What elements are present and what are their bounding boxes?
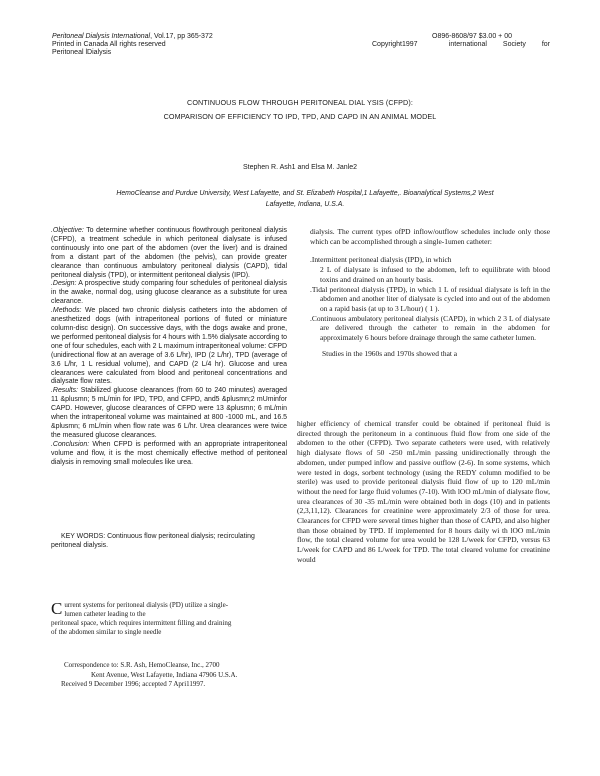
- keywords: KEY WORDS: Continuous flow peritoneal dialysis; recirculating peritoneal dialysis.: [51, 533, 255, 549]
- article-title: [50, 96, 550, 124]
- printed-line: Printed in Canada All rights reserved: [52, 41, 166, 48]
- received-line: Received 9 December 1996; accepted 7 Apri11997.: [61, 680, 206, 688]
- body-paragraph-1: dialysis. The current types ofPD inflow/outflow schedules include only those which can be accomplished through a single-1umen catheter:: [310, 227, 550, 246]
- running-header-right: [372, 33, 550, 49]
- correspondence: [51, 661, 301, 690]
- copyright-line: Copyright1997: [372, 41, 418, 48]
- affiliation-line-1: HemoCleanse and Purdue University, West Lafayette, and St. Elizabeth Hospital,1 Lafayette,. Bioanalytical Systems,2 West: [116, 190, 494, 197]
- list-item-ipd-body: 2 L of dialysate is infused to the abdomen, left to equilibrate with blood toxins and drained on an hourly basis.: [320, 265, 550, 284]
- intro-line-3: peritoneal space, which requires intermittent filling and draining: [51, 619, 232, 627]
- list-item-capd: .Continuous ambulatory peritoneal dialysis (CAPD), in which 2 3 L of dialysate are delivered through the catheter to remain in the abdomen for approximately 6 hours before drainage through the same catheter lumen.: [310, 313, 550, 343]
- author-list: Stephen R. Ash1 and Elsa M. Janle2: [242, 164, 358, 171]
- list-item-ipd-heading: .Intermittent peritoneal dialysis (IPD), in which: [310, 255, 452, 265]
- abstract-methods: .Methods: We placed two chronic dialysis catheters into the abdomen of anesthetized dogs (with intraperitoneal portions of fluted or miniature column-disc design). On successive days, with the dogs awake and prone, we performed peritoneal dialysis for 4 hours with 1.5% dialysate according to one of four schedules, each with 2 L maximum intraperitoneal volume: CFPD (unidirectional flow at an average of 3.6 L/hr), IPD (2 L/hr), TPD (average of 3.6 L/hr, 1 L residual volume), and CAPD (2 L/4 hr). Glucose and urea clearances were calculated from blood and peritoneal concentrations and dialysate flow rates.: [51, 307, 287, 386]
- affiliation-line-2: Lafayette, Indiana, U.S.A.: [265, 201, 345, 208]
- intro-line-2: lumen catheter leading to the: [64, 610, 146, 618]
- journal-ref: , Vol.17, pp 365-372: [150, 33, 213, 40]
- body-paragraph-2: [297, 419, 550, 565]
- drop-cap: C: [51, 599, 63, 618]
- body-paragraph-2-lead: Studies in the 1960s and 1970s showed that a: [322, 348, 458, 358]
- abstract-results: .Results: Stabilized glucose clearances (from 60 to 240 minutes) averaged 11 &plusmn; 5 mL/min for IPD, TPD, and CFPD, and5 &plusmn;2 mUminfor CAPD. However, glucose clearances of CFPD were 13 &plusmn; 6 mL/min when the intraperitoneal volume was maintained at 800 -1000 mL, and 16.5 &plusmn; 6 mL/min when flow rate was 6 L/hr. Urea clearances were twice the measured glucose clearances.: [51, 387, 287, 439]
- correspondence-line-1: Correspondence to: S.R. Ash, HemoCleanse, Inc., 2700: [64, 661, 220, 669]
- journal-name: Peritoneal Dialysis International: [52, 33, 151, 40]
- abstract: [51, 227, 287, 467]
- copyright-society: international Society for: [448, 41, 550, 48]
- society-line: Peritoneal lDialysis: [52, 49, 112, 56]
- body-paragraph-2-text: higher efficiency of chemical transfer could be obtained if peritoneal fluid is directed through the peritoneum in a continuous fluid flow from one side of the abdomen to the other (CFPD). Two separate catheters were used, with relatively high dialysate flows of 50 -250 mL/min passing unidirectionally through the abdomen, under pumped inflow and passive outflow (2-6). In some systems, which were tested in dogs, sorbent technology (using the REDY column modified to be sterile) was used to provide peritoneal dialysis fluid flow of up to 120 mL/min without the need for large fluid volumes (7-10). With lOO mL/min of dialysate flow, urea clearances of 30 -35 mL/min were obtained both in dogs (10) and in patients (2,3,11,12). Clearances for creatinine were approximately 2/3 of those for urea. Clearances for CFPD were several times higher than those of CAPD, and also higher than those obtained by TPD. If implemented for 8 hours daily wi th lOO mL/min flow, the total cleared volume for urea would be 128 L/week for CFPD, versus 63 L/week for CAPD and 86 L/week for TPD. The total cleared volume for creatinine would: [297, 419, 550, 564]
- abstract-conclusion: .Conclusion: When CFPD is performed with an appropriate intraperitoneal volume and flow, it is the most chemically effective method of peritoneal dialysis in removing small molecules like urea.: [51, 440, 287, 466]
- title-line-2: COMPARISON OF EFFICIENCY TO IPD, TPD, AND CAPD IN AN ANIMAL MODEL: [163, 112, 437, 121]
- title-line-1: CONTINUOUS FLOW THROUGH PERITONEAL DIAL YSIS (CFPD):: [187, 98, 413, 107]
- abstract-design: .Design: A prospective study comparing four schedules of peritoneal dialysis in the awake, normal dog, using glucose clearance as a substitute for urea clearance.: [51, 280, 287, 306]
- running-header-left: [52, 33, 282, 57]
- intro-line-4: of the abdomen similar to single needle: [51, 628, 162, 636]
- intro-paragraph: [51, 601, 291, 637]
- correspondence-line-2: Kent Avenue, West Lafayette, Indiana 47906 U.S.A.: [91, 670, 238, 679]
- issn-line: O896-8608/97 $3.00 + 00: [432, 33, 512, 40]
- body-right-column: [310, 227, 550, 358]
- list-item-tpd: .Tidal peritoneal dialysis (TPD), in which 1 L of residual dialysate is left in the abdomen and another liter of dialysate is cycled into and out of the abdomen on a rapid basis (at up to 3 L/hour) ( 1 ).: [310, 284, 550, 313]
- abstract-objective: .Objective: To determine whether continuous flowthrough peritoneal dialysis (CFPD), a treatment schedule in which peritoneal dialysate is infused continuously into one part of the abdomen (over the liver) and is drained from a distant part of the abdomen (the pelvis), can provide greater clearance than continuous ambulatory peritoneal dialysis (CAPD), tidal peritoneal dialysis (TPD), or intermittent peritoneal dialysis (IPD).: [51, 227, 287, 279]
- affiliation: [60, 188, 550, 210]
- intro-line-1: urrent systems for peritoneal dialysis (PD) utilize a single-: [64, 601, 229, 609]
